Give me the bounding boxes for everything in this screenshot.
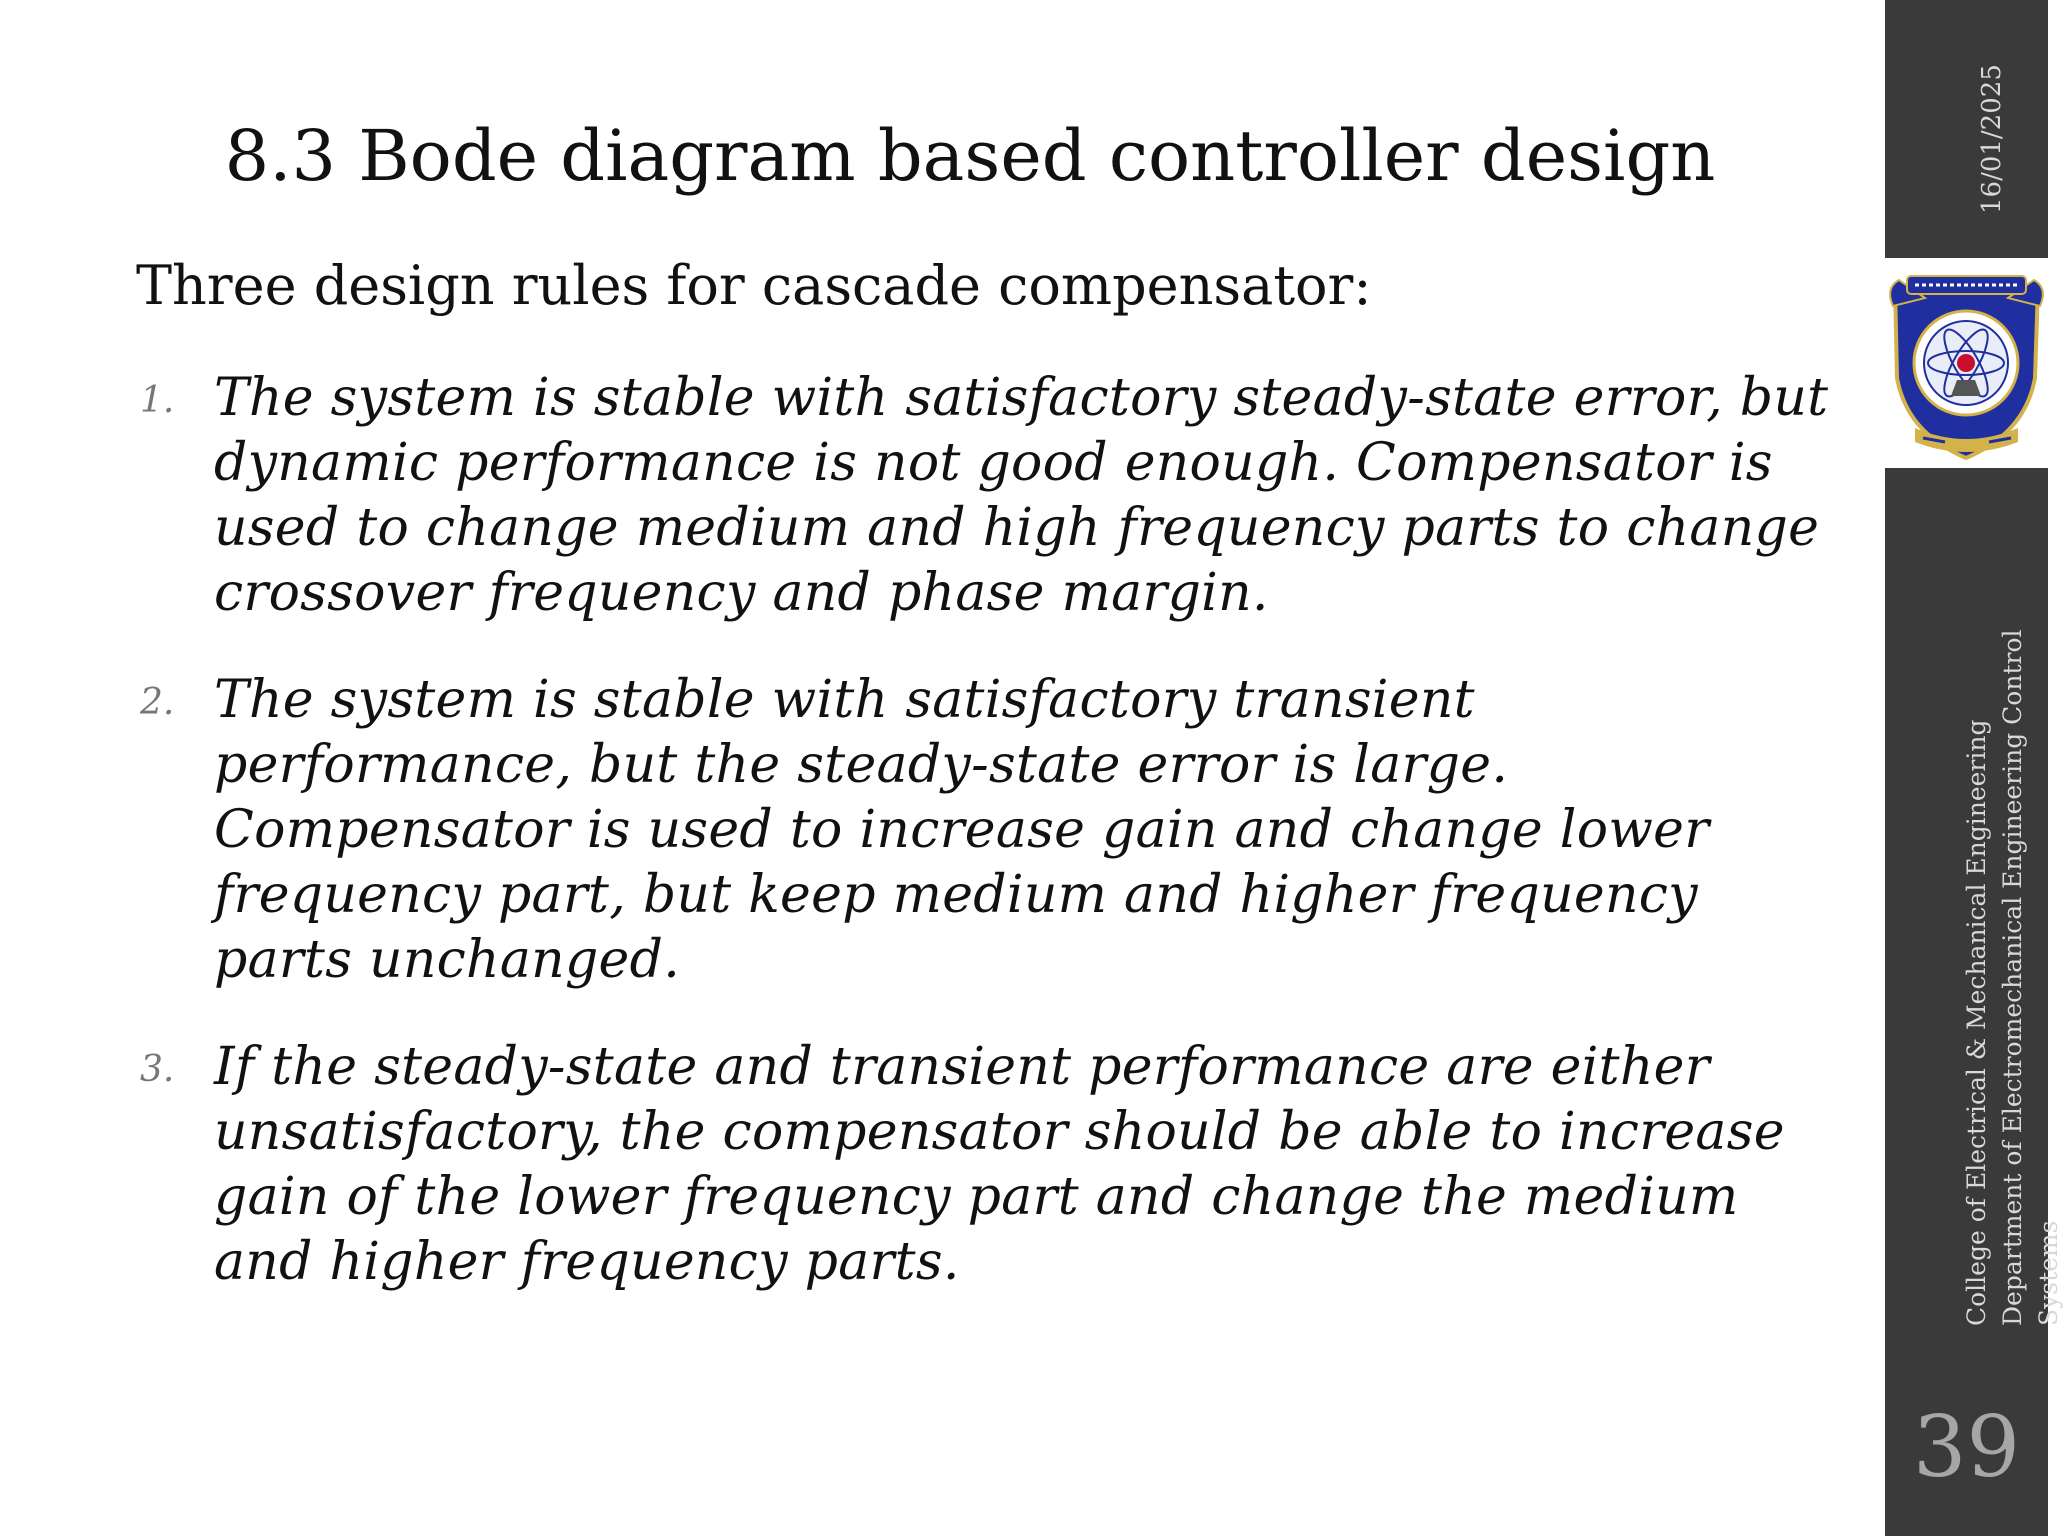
rule-number: 1. <box>140 380 175 421</box>
footer-department: College of Electrical & Mechanical Engineering Department of Electromechanical Engineering Control Systems <box>1962 629 2063 1326</box>
slide-date: 16/01/2025 <box>1977 64 2007 214</box>
list-item <box>136 366 1836 626</box>
list-item <box>136 668 1836 993</box>
university-seal-icon <box>1885 268 2048 464</box>
rule-text: The system is stable with satisfactory transient performance, but the steady-state error is large. Compensator is used to increase gain and change lower frequency part, but keep medium and higher frequency parts unchanged. <box>214 670 1710 990</box>
slide-title: 8.3 Bode diagram based controller design <box>224 115 1716 197</box>
slide-intro: Three design rules for cascade compensator: <box>136 254 1372 317</box>
page-number: 39 <box>1913 1398 2020 1496</box>
list-item <box>136 1035 1836 1295</box>
sidebar <box>1885 0 2063 1536</box>
rule-text: The system is stable with satisfactory steady-state error, but dynamic performance is not good enough. Compensator is used to change medium and high frequency parts to change crossover frequency and phase margin. <box>214 368 1829 623</box>
sidebar-top-panel <box>1885 0 2048 258</box>
rule-text: If the steady-state and transient performance are either unsatisfactory, the compensator should be able to increase gain of the lower frequency part and change the medium and higher frequency parts. <box>214 1037 1785 1292</box>
rules-list <box>136 366 1836 1337</box>
rule-number: 2. <box>140 682 175 723</box>
rule-number: 3. <box>140 1049 175 1090</box>
seal-graphic <box>1885 268 2048 464</box>
